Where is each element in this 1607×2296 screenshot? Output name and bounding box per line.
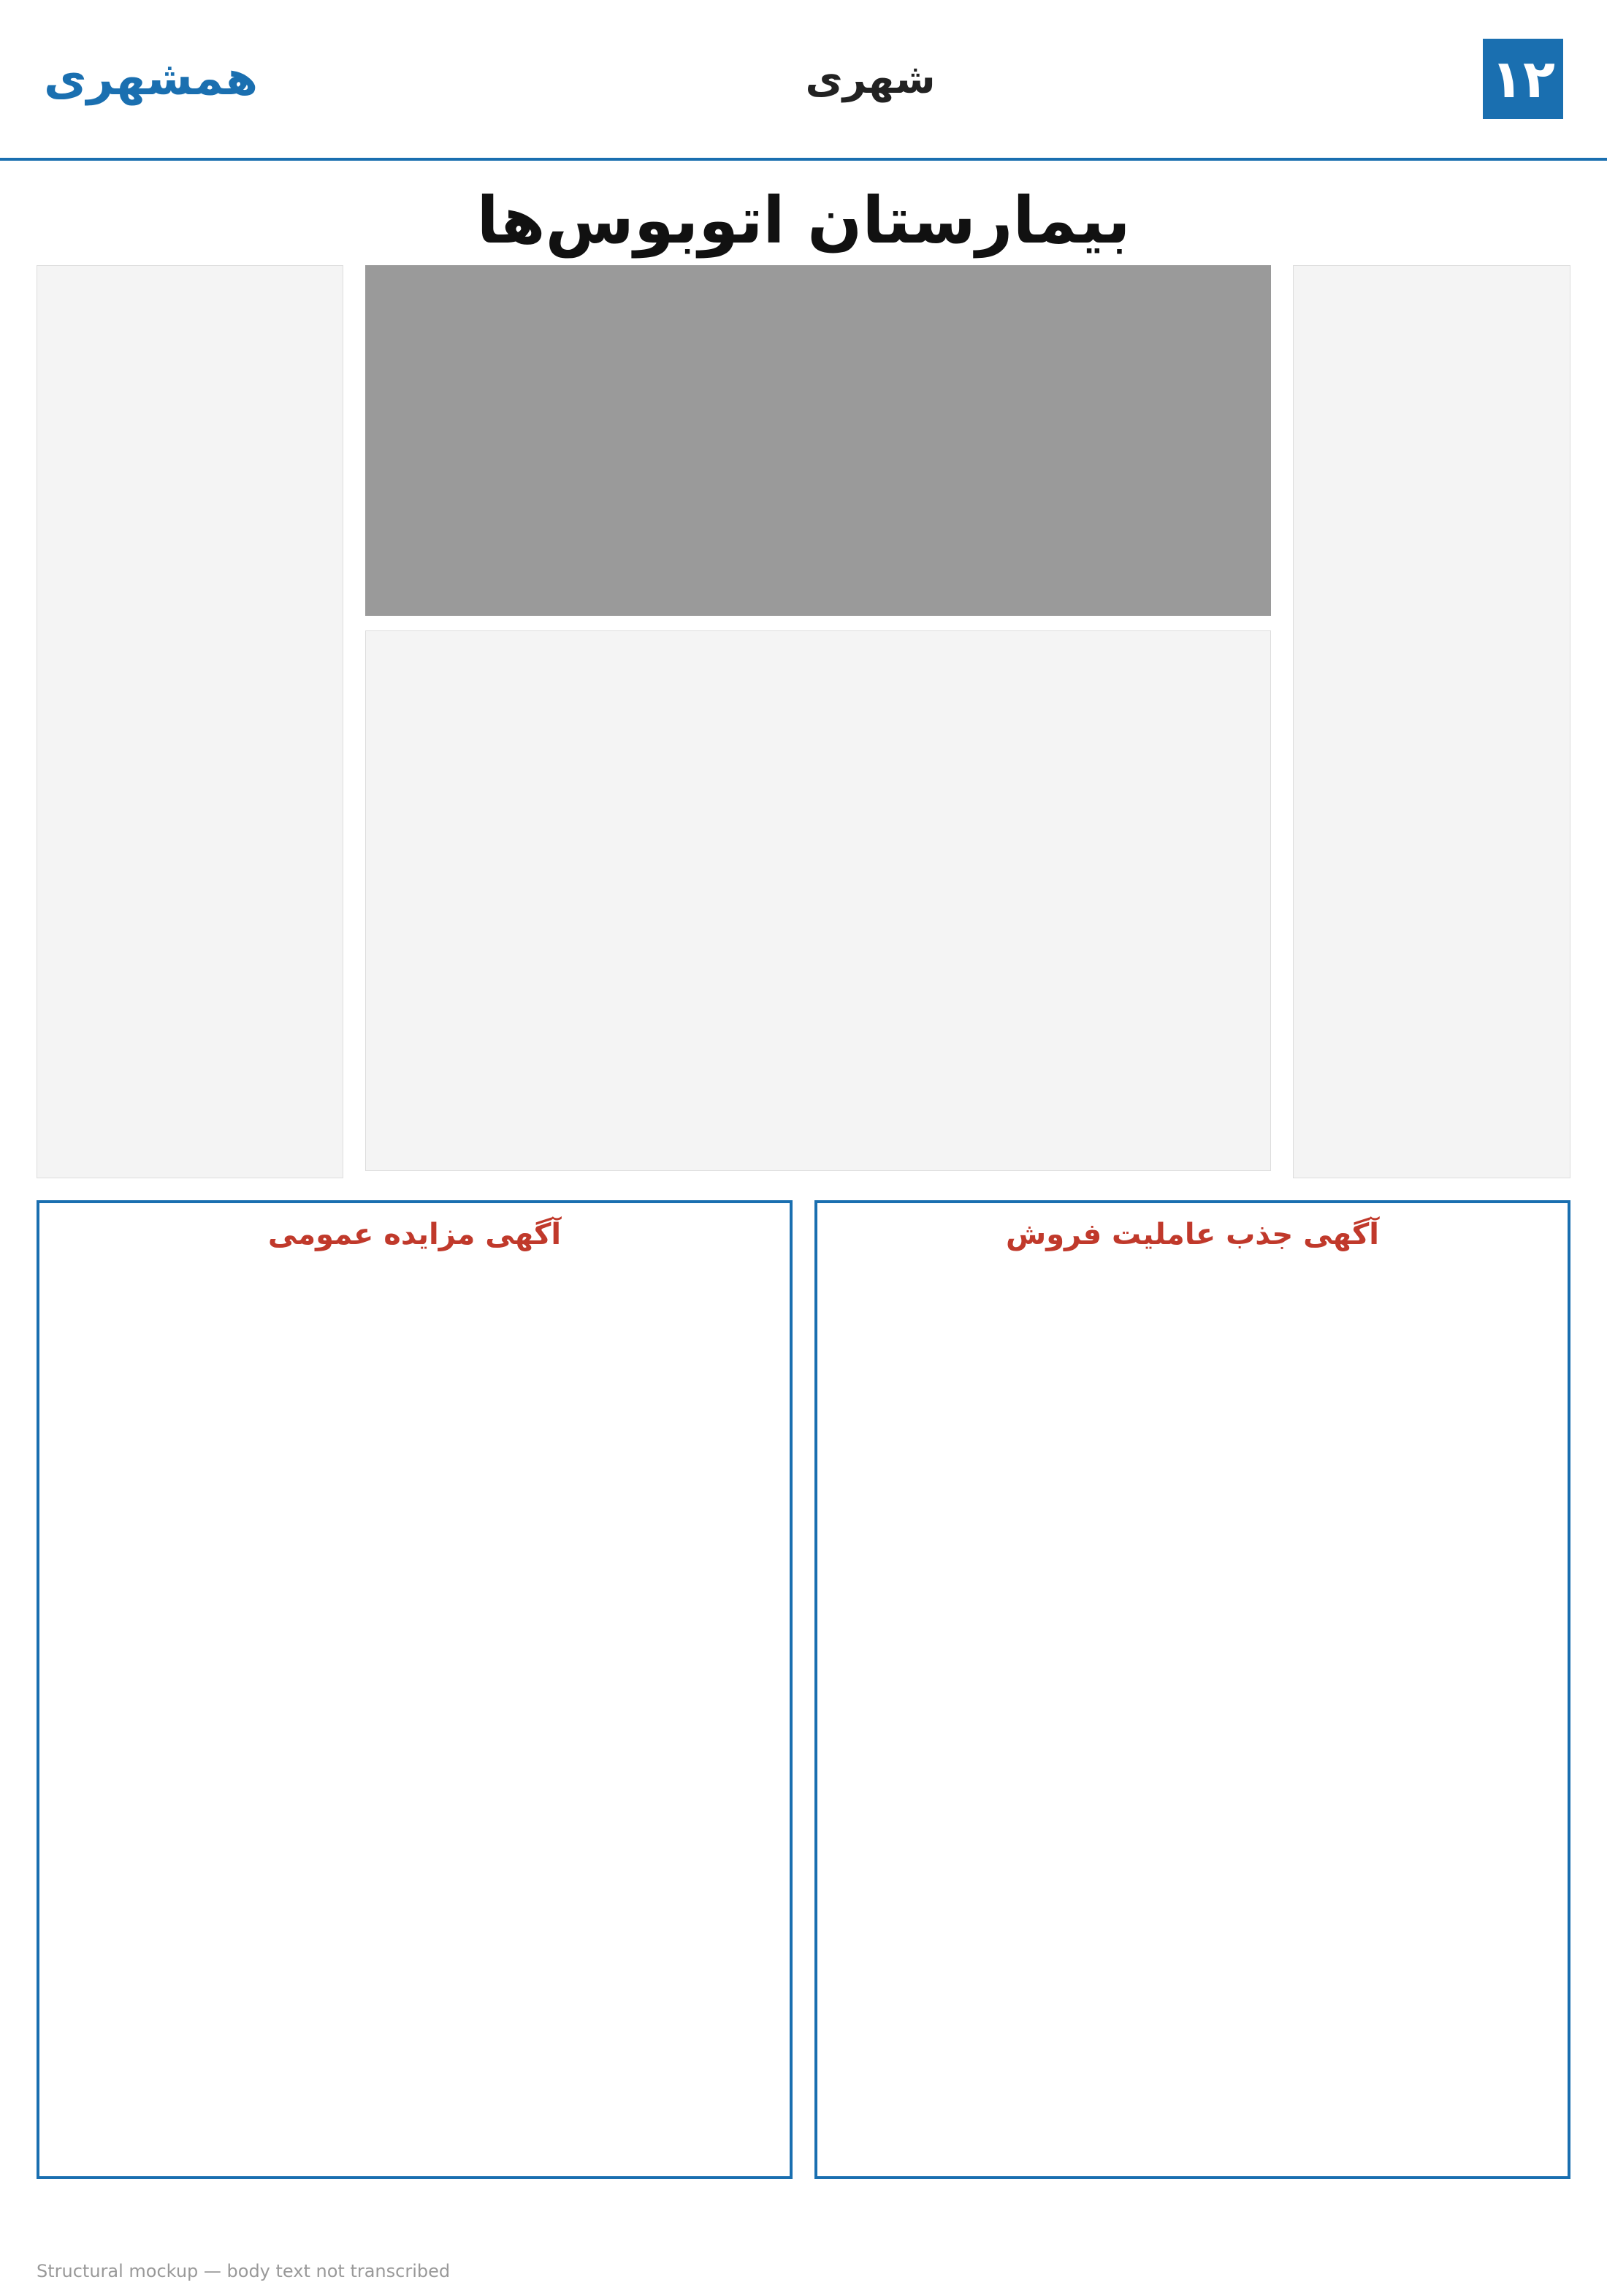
masthead	[0, 0, 1607, 161]
lead-headline: بیمارستان اتوبوس‌ها	[476, 183, 1131, 258]
ad-right-title: آگهی جذب عاملیت فروش	[1006, 1218, 1379, 1251]
section-title: شهری	[805, 55, 936, 103]
left-column	[37, 265, 343, 1178]
page-number: ۱۲	[1483, 39, 1563, 119]
mockup-note: Structural mockup — body text not transcribed	[37, 2261, 451, 2281]
lead-story-body	[365, 630, 1271, 1171]
right-column	[1293, 265, 1570, 1178]
ad-left	[37, 1200, 793, 2179]
ad-left-title: آگهی مزایده عمومی	[267, 1218, 562, 1251]
brand-logo: همشهری	[44, 52, 259, 106]
ad-section	[0, 1178, 1607, 2201]
lead-photo	[365, 265, 1271, 616]
body-columns	[0, 265, 1607, 1178]
ad-right	[814, 1200, 1570, 2179]
center-column	[365, 265, 1271, 1178]
